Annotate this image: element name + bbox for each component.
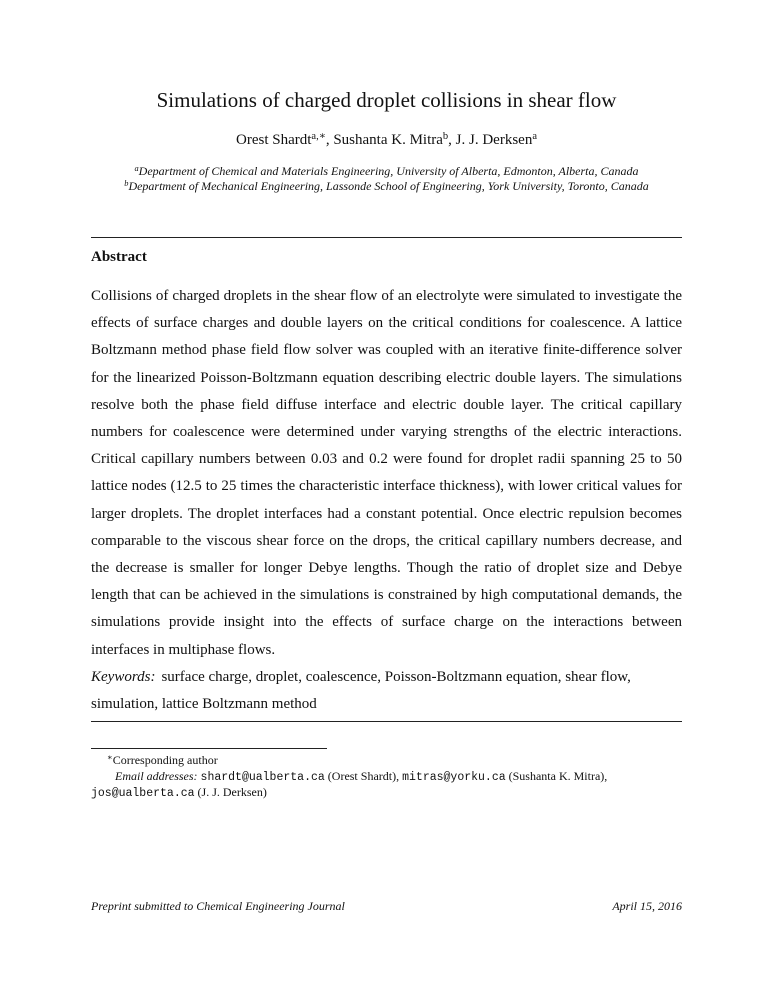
keywords-label: Keywords: [91,669,156,685]
email-addresses: Email addresses: shardt@ualberta.ca (Orest Shardt), mitras@yorku.ca (Sushanta K. Mitra), jos@ualberta.ca (J. J. Derksen) [91,768,608,800]
abstract-text: Collisions of charged droplets in the shear flow of an electrolyte were simulated to investigate the effects of surface charges and double layers on the critical conditions for coalescence. A lattice Boltzmann method phase field flow solver was coupled with an iterative finite-difference solver for the linearized Poisson-Boltzmann equation describing electric double layers. The simulations resolve both the phase field diffuse interface and electric double layer. The critical capillary numbers for coalescence were determined under varying strengths of the electric interactions. Critical capillary numbers between 0.03 and 0.2 were found for droplet radii spanning 25 to 50 lattice nodes (12.5 to 25 times the characteristic interface thickness), with lower critical values for larger droplets. The droplet interfaces had a constant potential. Once electric repulsion becomes comparable to the viscous shear force on the drops, the critical capillary numbers decrease, and the decrease is smaller for longer Debye lengths. Though the ratio of droplet size and Debye length that can be achieved in the simulations is constrained by high computational demands, the simulations provide insight into the effects of surface charge on the interactions between interfaces in multiphase flows. [91,288,682,658]
abstract-top-rule [91,237,682,238]
affiliation-text: Department of Mechanical Engineering, Lassonde School of Engineering, York University, Toronto, Canada [128,179,649,193]
footnote-marker: ∗ [107,753,113,763]
email-link[interactable]: jos@ualberta.ca [91,787,195,800]
author-name: Sushanta K. Mitra [333,132,443,148]
affiliation-marker: a [134,164,139,174]
preprint-note: Preprint submitted to Chemical Engineering Journal [91,899,345,913]
email-owner: (Sushanta K. Mitra) [508,768,605,783]
author-separator: , [325,132,334,148]
author-affiliation-marker: a,∗ [311,131,326,143]
paper-title: Simulations of charged droplet collisions in shear flow [156,88,617,112]
email-label: Email addresses: [115,768,198,783]
affiliation-text: Department of Chemical and Materials Engineering, University of Alberta, Edmonton, Alberta, Canada [138,164,639,178]
affiliation [0,164,773,179]
keywords-text: surface charge, droplet, coalescence, Poisson-Boltzmann equation, shear flow, simulation, lattice Boltzmann method [91,669,631,713]
author-separator: , [448,132,456,148]
affiliation-marker: b [124,179,129,189]
footnote-rule [91,748,327,749]
author-affiliation-marker: a [532,131,537,143]
corresponding-author-note [91,753,682,769]
email-owner: (J. J. Derksen) [197,785,267,799]
corresponding-author-label: Corresponding author [112,753,218,767]
preprint-date: April 15, 2016 [612,899,682,913]
footnote [91,753,682,802]
abstract-bottom-rule [91,721,682,722]
affiliation [0,179,773,194]
abstract-heading: Abstract [91,249,147,265]
author-list [0,132,773,149]
email-link[interactable]: shardt@ualberta.ca [200,770,325,784]
author-name: Orest Shardt [236,132,312,148]
keywords [91,664,651,718]
email-link[interactable]: mitras@yorku.ca [402,770,506,784]
email-owner: (Orest Shardt) [327,768,397,783]
author-affiliation-marker: b [442,131,449,143]
author-name: J. J. Derksen [455,132,533,148]
